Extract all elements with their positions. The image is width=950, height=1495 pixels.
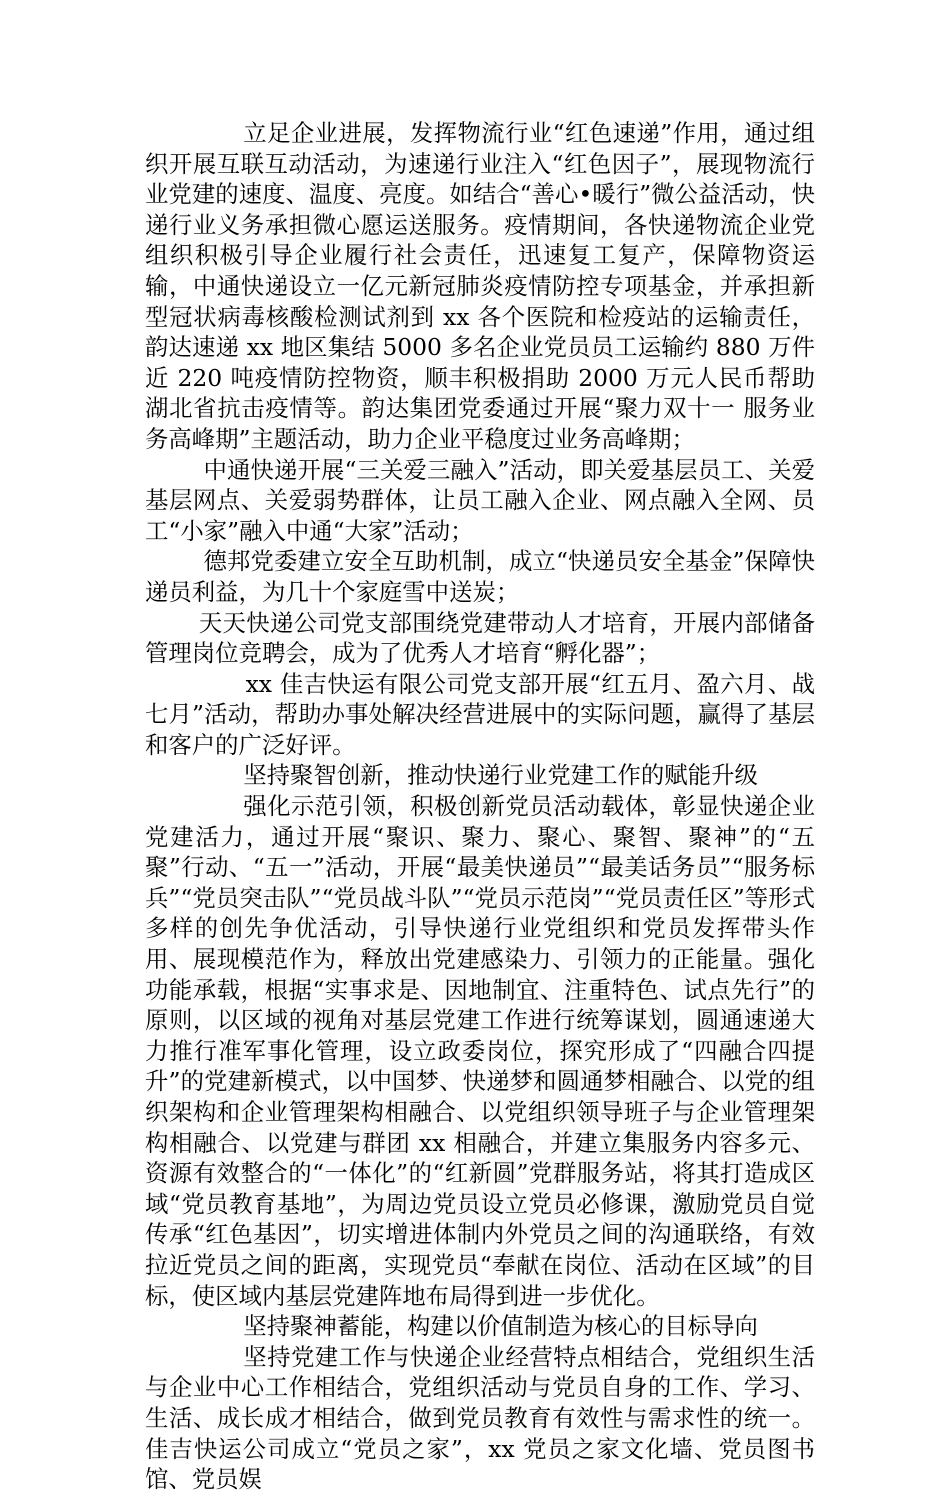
paragraph-zto-three-cares: 中通快递开展“三关爱三融入”活动，即关爱基层员工、关爱基层网点、关爱弱势群体，让员工融入企业、网点融入全网、员工“小家”融入中通“大家”活动； — [145, 455, 815, 545]
paragraph-tiantian-talent: 天天快递公司党支部围绕党建带动人才培育，开展内部储备管理岗位竞聘会，成为了优秀人才培育“孵化器”； — [145, 608, 815, 668]
paragraph-deppon-safety-fund: 德邦党委建立安全互助机制，成立“快递员安全基金”保障快递员利益，为几十个家庭雪中送炭； — [145, 547, 815, 606]
section-heading-value: 坚持聚神蓄能，构建以价值制造为核心的目标导向 — [243, 1312, 758, 1341]
section-heading-innovation: 坚持聚智创新，推动快递行业党建工作的赋能升级 — [243, 761, 758, 790]
paragraph-party-combination: 坚持党建工作与快递企业经营特点相结合，党组织生活与企业中心工作相结合，党组织活动与党员自身的工作、学习、生活、成长成才相结合，做到党员教育有效性与需求性的统一。佳吉快运公司成立“党员之家”，xx 党员之家文化墙、党员图书馆、党员娱 — [145, 1342, 815, 1494]
paragraph-demonstration: 强化示范引领，积极创新党员活动载体，彰显快递企业党建活力，通过开展“聚识、聚力、聚心、聚智、聚神”的“五聚”行动、“五一”活动，开展“最美快递员”“最美话务员”“服务标兵”“党员突击队”“党员战斗队”“党员示范岗”“党员责任区”等形式多样的创先争优活动，引导快递行业党组织和党员发挥带头作用、展现模范作为，释放出党建感染力、引领力的正能量。强化功能承载，根据“实事求是、因地制宜、注重特色、试点先行”的原则，以区域的视角对基层党建工作进行统筹谋划，圆通速递大力推行准军事化管理，设立政委岗位，探究形成了“四融合四提升”的党建新模式，以中国梦、快递梦和圆通梦相融合、以党的组织架构和企业管理架构相融合、以党组织领导班子与企业管理架构相融合、以党建与群团 xx 相融合，并建立集服务内容多元、资源有效整合的“一体化”的“红新圆”党群服务站，将其打造成区域“党员教育基地”，为周边党员设立党员必修课，激励党员自觉传承“红色基因”，切实增进体制内外党员之间的沟通联络，有效拉近党员之间的距离，实现党员“奉献在岗位、活动在区域”的目标，使区域内基层党建阵地布局得到进一步优化。 — [145, 792, 815, 1310]
paragraph-red-express: 立足企业进展，发挥物流行业“红色速递”作用，通过组织开展互联互动活动，为速递行业注入“红色因子”，展现物流行业党建的速度、温度、亮度。如结合“善心•暖行”微公益活动，快递行业义务承担微心愿运送服务。疫情期间，各快递物流企业党组织积极引导企业履行社会责任，迅速复工复产，保障物资运输，中通快递设立一亿元新冠肺炎疫情防控专项基金，并承担新型冠状病毒核酸检测试剂到 xx 各个医院和检疫站的运输责任，韵达速递 xx 地区集结 5000 多名企业党员员工运输约 880 万件近 220 吨疫情防控物资，顺丰积极捐助 2000 万元人民币帮助湖北省抗击疫情等。韵达集团党委通过开展“聚力双十一 服务业务高峰期”主题活动，助力企业平稳度过业务高峰期； — [145, 119, 815, 453]
paragraph-jiaji-red-may: xx 佳吉快运有限公司党支部开展“红五月、盈六月、战七月”活动，帮助办事处解决经营进展中的实际问题，赢得了基层和客户的广泛好评。 — [145, 669, 815, 759]
document-body — [145, 118, 815, 1495]
